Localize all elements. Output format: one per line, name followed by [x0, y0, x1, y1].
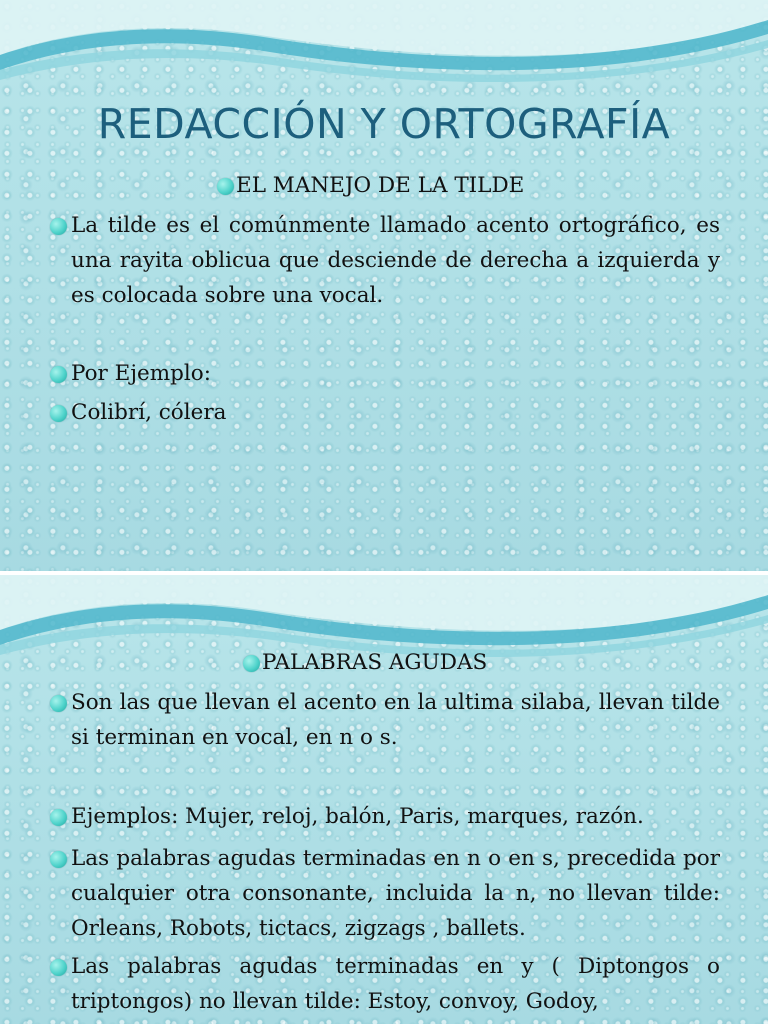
- list-item: [50, 395, 720, 430]
- list-item: [50, 208, 720, 313]
- slide-title: REDACCIÓN Y ORTOGRAFÍA: [97, 100, 671, 148]
- wave-icon: [0, 0, 768, 90]
- section-heading: [217, 168, 557, 203]
- bullet-icon: [50, 809, 67, 826]
- list-item: [50, 949, 720, 1019]
- list-item-text: Son las que llevan el acento en la ultima silaba, llevan tilde si terminan en vocal, en n o s.: [71, 690, 720, 750]
- list-item: [50, 685, 720, 755]
- list-item: [50, 799, 720, 834]
- slide-2: [0, 575, 768, 1024]
- bullet-icon: [50, 959, 67, 976]
- list-item-text: La tilde es el comúnmente llamado acento ortográfico, es una rayita oblicua que desciende de derecha a izquierda y es colocada sobre una vocal.: [71, 213, 720, 308]
- list-item-text: Colibrí, cólera: [71, 400, 227, 425]
- bullet-icon: [50, 218, 67, 235]
- bullet-icon: [50, 366, 67, 383]
- list-item-text: Las palabras agudas terminadas en n o en s, precedida por cualquier otra consonante, incluida la n, no llevan tilde: Orleans, Robots, tictacs, zigzags , ballets.: [71, 846, 720, 941]
- list-item-text: Ejemplos: Mujer, reloj, balón, Paris, marques, razón.: [71, 804, 644, 829]
- bullet-icon: [217, 178, 234, 195]
- bullet-icon: [50, 695, 67, 712]
- section-heading-text: PALABRAS AGUDAS: [262, 650, 488, 675]
- bullet-icon: [50, 405, 67, 422]
- bullet-icon: [50, 851, 67, 868]
- section-heading: [243, 645, 563, 680]
- bullet-icon: [243, 655, 260, 672]
- list-item-text: Por Ejemplo:: [71, 361, 211, 386]
- list-item: [50, 841, 720, 946]
- section-heading-text: EL MANEJO DE LA TILDE: [236, 173, 525, 198]
- list-item: [50, 356, 720, 391]
- list-item-text: Las palabras agudas terminadas en y ( Diptongos o triptongos) no llevan tilde: Estoy, convoy, Godoy,: [71, 954, 720, 1014]
